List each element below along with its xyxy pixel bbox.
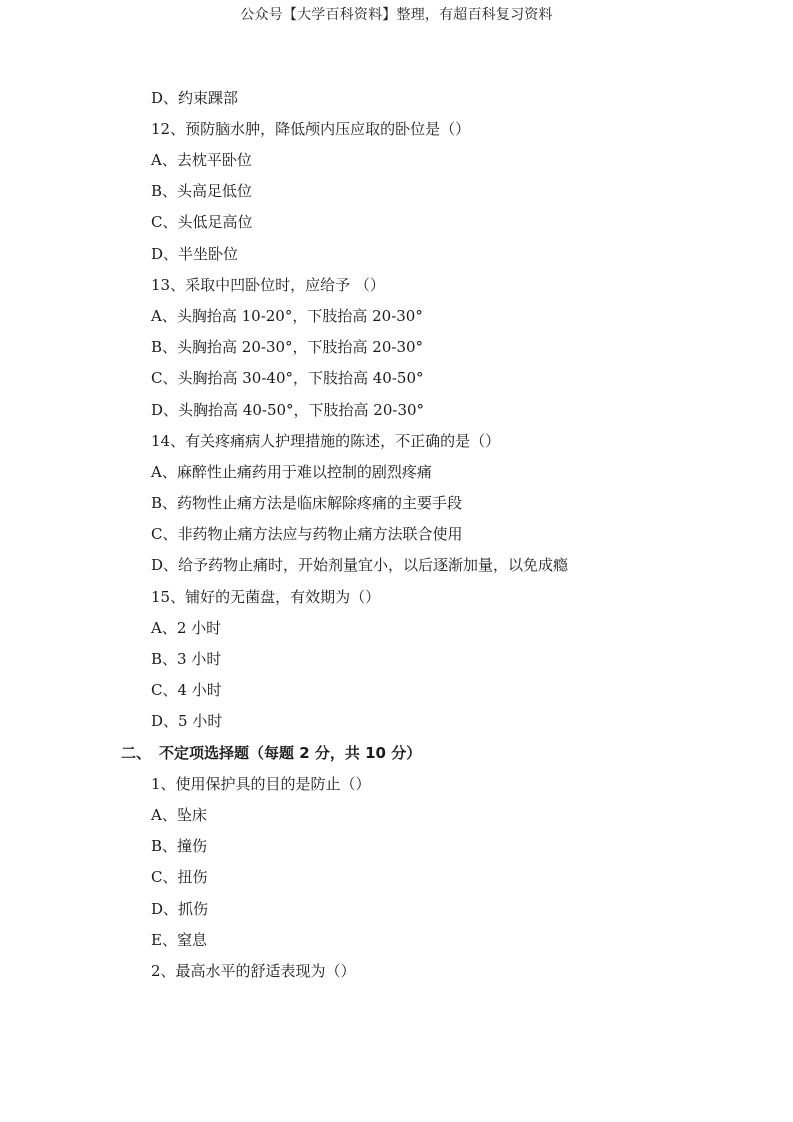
option-15-b: B、3 小时	[151, 650, 222, 668]
option-12-a: A、去枕平卧位	[151, 151, 252, 169]
option-15-c: C、4 小时	[151, 681, 222, 699]
option-s2-1-c: C、扭伤	[151, 868, 208, 886]
option-13-a: A、头胸抬高 10-20°，下肢抬高 20-30°	[151, 307, 423, 325]
option-15-a: A、2 小时	[151, 619, 222, 637]
question-13: 13、采取中凹卧位时，应给予 （）	[151, 276, 385, 294]
page-header: 公众号【大学百科资料】整理，有超百科复习资料	[240, 7, 553, 23]
option-12-c: C、头低足高位	[151, 213, 253, 231]
option-s2-1-d: D、抓伤	[151, 900, 209, 918]
question-12: 12、预防脑水肿，降低颅内压应取的卧位是（）	[151, 120, 471, 138]
option-14-d: D、给予药物止痛时，开始剂量宜小，以后逐渐加量，以免成瘾	[151, 556, 569, 574]
option-12-b: B、头高足低位	[151, 182, 253, 200]
option-s2-1-b: B、撞伤	[151, 837, 208, 855]
question-s2-2: 2、最高水平的舒适表现为（）	[151, 962, 356, 980]
question-15: 15、铺好的无菌盘，有效期为（）	[151, 588, 381, 606]
option-14-c: C、非药物止痛方法应与药物止痛方法联合使用	[151, 525, 463, 543]
option-14-a: A、麻醉性止痛药用于难以控制的剧烈疼痛	[151, 463, 432, 481]
section-number: 二、	[121, 744, 152, 762]
option-13-c: C、头胸抬高 30-40°，下肢抬高 40-50°	[151, 369, 424, 387]
option-s2-1-e: E、窒息	[151, 931, 207, 949]
option-14-b: B、药物性止痛方法是临床解除疼痛的主要手段	[151, 494, 463, 512]
option-13-b: B、头胸抬高 20-30°，下肢抬高 20-30°	[151, 338, 424, 356]
question-14: 14、有关疼痛病人护理措施的陈述，不正确的是（）	[151, 432, 501, 450]
option-11-d: D、约束踝部	[151, 89, 239, 107]
section-heading	[121, 743, 421, 763]
option-15-d: D、5 小时	[151, 712, 223, 730]
option-13-d: D、头胸抬高 40-50°，下肢抬高 20-30°	[151, 401, 425, 419]
question-s2-1: 1、使用保护具的目的是防止（）	[151, 775, 371, 793]
option-s2-1-a: A、坠床	[151, 806, 207, 824]
section-title: 不定项选择题（每题 2 分，共 10 分）	[159, 744, 422, 762]
option-12-d: D、半坐卧位	[151, 245, 239, 263]
